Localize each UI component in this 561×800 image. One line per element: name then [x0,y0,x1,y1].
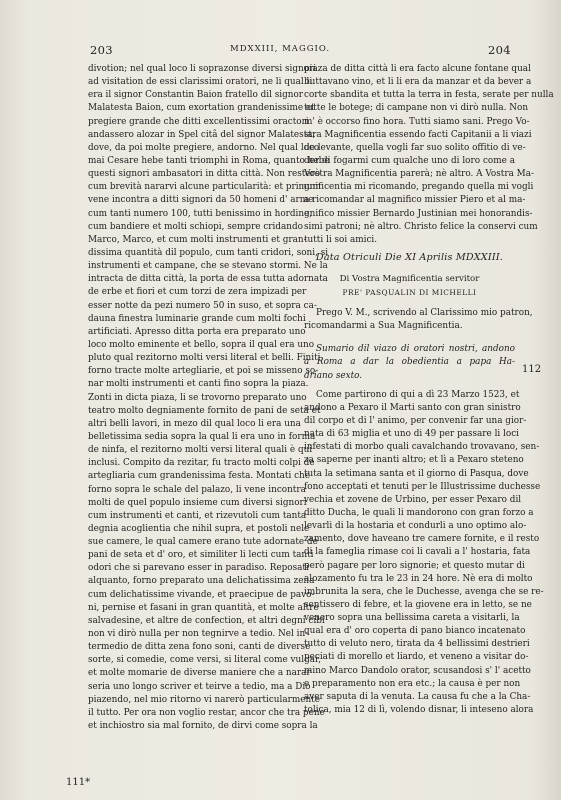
text-line: der di fogarmi cum qualche uno di loro come a [304,155,515,166]
text-line: za saperne per inanti altro; et lì a Pexaro steteno [304,455,524,466]
text-line: et inchiostro sia mal fornito, de dirvi come sopra la [88,721,318,732]
text-line: buttavano vino, et li li era da manzar et da bever a [304,77,532,88]
text-line: salvadesine, et altre de confection, et altri degni cibi [88,615,325,626]
margin-note-right: 112 [522,364,542,375]
text-line: dove, da poi molte pregiere, andorno. Nel qual loco [88,142,320,153]
text-line: mino Marco Dandolo orator, scusandosi s' l' acetto [304,665,531,676]
margin-note-left: 111* [66,777,91,788]
text-line: dil corpo et di l' animo, per convenir far una gior- [304,415,527,426]
letter-sender: PRE' PASQUALIN DI MICHELLI [342,287,477,297]
page-number-right: 204 [488,43,511,57]
text-line: forno tracte molte artegliarie, et poi se missenо so- [88,366,319,377]
text-line: aver saputa di la venuta. La causa fu che a la Cha- [304,691,531,702]
text-line: cum brevità nararvi alcune particularità: et primum [88,182,322,193]
text-line: instrumenti et campane, che se stevano stormi. Ne la [88,261,328,272]
letter-dateline: Data Otriculi Die XI Aprilis MDXXIII. [315,251,504,263]
text-line: andono a Pexaro il Marti santo con gran sinistro [304,402,521,413]
text-line: nar molti instrumenti et canti fino sopra la piaza. [88,379,309,390]
text-line: de levante, quella vogli far suo solito offitio di ve- [304,142,526,153]
text-line: venero sopra una bellissima careta a visitarli, la [304,613,520,624]
text-line: cum bandiere et molti schiopi, sempre cridando [88,221,303,232]
text-line: degnia acoglientia che nihil supra, et postoli nele [88,523,310,534]
text-line: infestati di morbo quali cavalchando trovavano, sen- [304,442,540,453]
text-line: ditto Ducha, le quali li mandorono con gran forzo a [304,507,534,518]
text-line: tutto di veluto nero, tirata da 4 bellissimi destrieri [304,639,530,650]
text-line: Malatesta Baion, cum exortation grandenissime et [88,103,315,114]
text-line: pregiere grande che ditti excellentissimi oractori [88,116,309,127]
text-line: a ricomandar al magnifico missier Piero et al ma- [304,195,526,206]
text-line: vechia et zovene de Urbino, per esser Pexaro dil [304,494,522,505]
text-line: molti de quel populo insieme cum diversi signori [88,497,307,508]
text-line: Vostra Magnificentia parerà; nè altro. A Vostra Ma- [304,169,534,180]
summary-heading-line: driano sexto. [304,370,363,381]
text-line: altri belli lavori, in mezo dil qual loco li era una [88,418,301,429]
page-header [0,43,561,59]
text-line: questi signori ambasatori in ditta città. Non resterò [88,169,321,180]
text-line: odori che si parevano esser in paradiso. Reposati [88,563,309,574]
text-line: m' è occorso fino hora. Tutti siamo sani. Prego Vo- [304,116,530,127]
text-line: andassero alozar in Spel citâ del signor Malatesta; [88,129,316,140]
text-line: piazendo, nel mio ritorno vi narerò particularmente [88,694,320,705]
text-line: forno sopra le schale del palazo, li vene incontra [88,484,306,495]
text-line: tolica, mia 12 di lì, volendo disnar, li inteseno alora [304,705,534,716]
text-line: artificiati. Apresso ditta porta era preparato uno [88,326,306,337]
text-line: era il signor Constantin Baion fratello dil signor [88,90,304,101]
summary-body [304,389,544,718]
text-line: sentissero di febre, et la giovene era in letto, se ne [304,599,532,610]
text-line: Zonti in dicta piaza, li se trovorno preparato uno [88,392,307,403]
page-number-left: 203 [90,43,113,57]
text-line: alquanto, forno preparato una delichatissima zena [88,576,315,587]
text-line: Marco, Marco, et cum molti instrumenti et gran- [88,234,307,245]
text-line: peciati di morello et liardo, et veneno a visitar do- [304,652,529,663]
text-line: inclusi. Compito da rezitar, fu tracto molti colpi de [88,458,315,469]
text-line: corte sbandita et tutta la terra in festa, serate per nulla [304,90,554,101]
summary-heading [304,343,515,382]
text-line: termedio de ditta zena fono soni, canti de diverse [88,642,311,653]
text-line: imbrunita la sera, che le Duchesse, avenga che se re- [304,586,544,597]
text-line: dissima quantità dil populo, cum tanti cridori, soni, si [88,247,329,258]
text-line: ni, pernise et fasani in gran quantità, et molte altre [88,602,319,613]
text-line: il tutto. Per ora non voglio restar, ancor che tra pene [88,707,325,718]
running-title: MDXXIII, MAGGIO. [230,44,331,54]
text-line: stra Magnificentia essendo facti Capitanii a li viazi [304,129,532,140]
text-line: pluto qual rezitorno molti versi literal et belli. Finiti, [88,353,324,364]
text-line: de ninfa, el rezitorno molti versi literal quali è qui [88,445,313,456]
text-line: dauna finestra luminarie grande cum molti fochi [88,313,306,324]
text-line: belletissima sedia sopra la qual li era uno in forma [88,431,316,442]
text-line: divotion; nel qual loco li soprazonse diversi signori [88,64,317,74]
text-line: qual era d' oro coperta di pano bianco incatenato [304,626,526,637]
text-line: di la fameglia rimase coi li cavali a l' hostaria, fata [304,547,531,558]
postscript-line: ricomandarmi a Sua Magnificentia. [304,321,463,332]
text-line: gnificentia mi ricomando, pregando quella mi vogli [304,182,534,193]
text-line: nata di 63 miglia et uno di 49 per passare li loci [304,429,519,440]
left-column [88,63,330,733]
text-line: zamento, dove haveano tre camere fornite, e il resto [304,534,540,545]
postscript-line: Prego V. M., scrivendo al Clarissimo mio patron, [316,307,533,318]
text-line: tuta la setimana santa et il giorno di Pasqua, dove [304,468,529,479]
text-line: alozamento fu tra le 23 in 24 hore. Nè era di molto [304,573,533,584]
text-line: et molte momarie de diverse maniere che a narar [88,668,311,679]
text-line: loco molto eminente et bello, sopra il qual era uno [88,339,315,350]
text-line: ad visitation de essi clarissimi oratori, ne li qual li [88,77,313,88]
text-line: intracta de ditta città, la porta de essa tutta adornata [88,274,328,285]
text-line: tutte le botege; di campane non vi dirò nulla. Non [304,103,529,114]
text-line: sorte, si comedie, come versi, si literal come vulgar, [88,655,322,666]
text-line: pani de seta et d' oro, et similiter li lecti cum tanti [88,550,314,561]
text-line: cum instrumenti et canti, et rizevutoli cum tanta [88,510,307,521]
text-line: mai Cesare hebe tanti triomphi in Roma, quanto hebe [88,155,330,166]
text-line: non vi dirò nulla per non tegnirve a tedio. Nel in- [88,629,309,640]
text-line: de erbe et fiori et cum torzi de zera impizadi per [88,287,307,298]
letter-closing: Di Vostra Magnificentia servitor [339,273,480,284]
text-line: vene incontra a ditti signori da 50 homeni d' arme [88,195,314,206]
text-line: artegliaria cum grandenissima festa. Montati che [88,471,310,482]
text-line: gnifico missier Bernardo Justinian mei honorandis- [304,208,533,219]
text-line: fono acceptati et tenuti per le Illustrissime duchesse [304,481,541,492]
letter-continuation [304,63,554,247]
summary-heading-line: Sumario dil viazo di oratori nostri, andono [316,344,515,355]
text-line: cum delichatissime vivande, et praecipue de pavo- [88,589,315,600]
summary-heading-line: a Roma a dar la obedientia a papa Ha- [304,357,515,368]
postscript [304,307,533,333]
text-line: simi patroni; nè altro. Christo felice la conservi cum [304,221,538,232]
text-line: però pagare per loro signorie; et questo mutar di [304,560,525,571]
text-line: e preparamento non era etc.; la causa è per non [304,678,521,689]
text-line: sue camere, le qual camere erano tute adornate de [88,537,318,548]
text-line: levarli di la hostaria et condurli a uno optimo alo- [304,521,527,532]
text-line: cum tanti numero 100, tutti benissimo in hordine, [88,208,313,219]
text-line: seria uno longo scriver et teirve a tedio, ma a Dio [88,681,311,692]
text-line: Come partirono di qui a dì 23 Marzo 1523, et [316,389,520,400]
text-line: teatro molto degniamente fornito de pani de seta et [88,405,321,416]
text-line: esser notte da pezi numero 50 in suso, et sopra ca- [88,300,317,311]
text-line: piaza de ditta città li era facto alcune fontane qual [304,64,531,74]
text-line: tutti li soi amici. [304,234,378,245]
